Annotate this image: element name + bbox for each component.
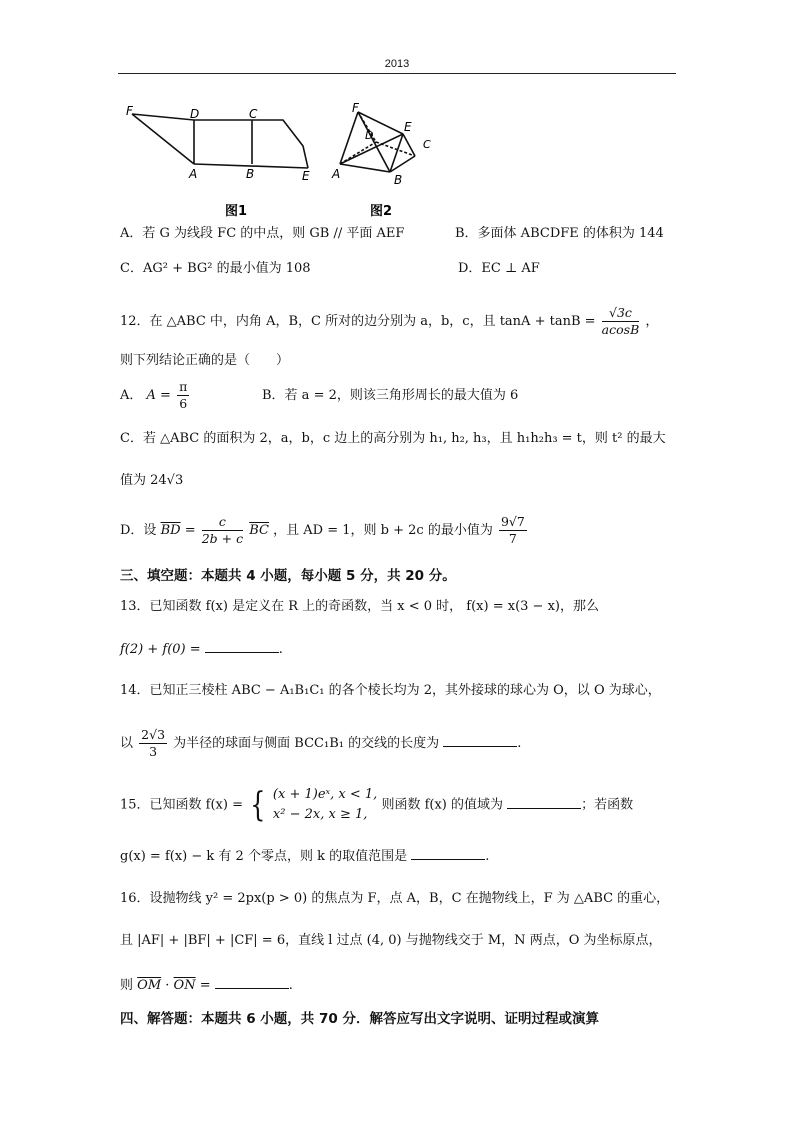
- q12-option-a-den: 6: [179, 396, 188, 411]
- q12-option-d-prefix: D．设: [120, 523, 157, 538]
- q15-case-1: (x + 1)eˣ, x < 1,: [272, 787, 378, 802]
- fig2-label-a: A: [332, 167, 341, 181]
- q13-line2: [120, 640, 283, 659]
- q15-range-blank[interactable]: [507, 796, 581, 809]
- q16-answer-blank[interactable]: [215, 976, 289, 989]
- q12-option-d-den: 2b + c: [201, 531, 244, 546]
- q15-pre: 15．已知函数 f(x) =: [120, 797, 243, 813]
- q12-option-a-expr: A =: [146, 388, 171, 403]
- figure-1: [132, 114, 308, 168]
- q12-stem-fraction: [602, 305, 640, 338]
- fig2-label-e: E: [404, 120, 412, 134]
- q11-option-c: C．AG² + BG² 的最小值为 108: [120, 261, 311, 276]
- q15-post: 则函数 f(x) 的值域为: [381, 797, 503, 813]
- fig1-label-a: A: [189, 167, 198, 181]
- q16-line1: 16．设抛物线 y² = 2px(p > 0) 的焦点为 F，点 A，B，C 在抛物线上，F 为 △ABC 的重心，: [120, 891, 670, 906]
- q14-radius-fraction: [139, 727, 167, 760]
- fig1-label-e: E: [302, 169, 310, 183]
- q16-eq: =: [199, 978, 211, 993]
- q12-frac-num: √3c: [602, 305, 640, 322]
- q12-option-d-vector-bd: $\overline{BD}$: [160, 523, 181, 538]
- q12-stem-text: 12．在 △ABC 中，内角 A，B，C 所对的边分别为 a，b，c，且 tanA + tanB =: [120, 314, 596, 329]
- q16-vector-om: $\overline{OM}$: [137, 978, 162, 993]
- q15-line2: [120, 847, 489, 866]
- q16-line3: [120, 976, 293, 995]
- fig1-caption: 图1: [225, 204, 248, 219]
- q12-option-d-mid: ，且 AD = 1，则 b + 2c 的最小值为: [273, 523, 493, 538]
- q13-answer-blank[interactable]: [205, 640, 279, 653]
- q12-frac-den: acosB: [601, 322, 640, 337]
- fig1-label-c: C: [249, 107, 258, 121]
- q12-stem2: 则下列结论正确的是（ ）: [120, 353, 290, 368]
- q12-option-d-vector-bc: $\overline{BC}$: [249, 523, 270, 538]
- q15-line1: [120, 785, 633, 825]
- q14-line1: 14．已知正三棱柱 ABC − A₁B₁C₁ 的各个棱长均为 2，其外接球的球心为 O，以 O 为球心，: [120, 683, 661, 698]
- q16-line3-pre: 则: [120, 978, 134, 993]
- q12-option-a-prefix: A．: [120, 388, 143, 403]
- fig1-edge-fa: [132, 114, 194, 164]
- q12-option-d-answer-den: 7: [508, 531, 517, 546]
- header-rule: [118, 73, 676, 74]
- q15-line2-text: g(x) = f(x) − k 有 2 个零点，则 k 的取值范围是: [120, 849, 408, 864]
- q12-option-d: D．设 $\overline{BD}$ = $\frac{c}{2b + c}$ $\overline{BC}$ ，且 AD = 1，则 b + 2c 的最小值为 $\frac{9√7}{7}$: [120, 514, 525, 546]
- q14-line2-post: 为半径的球面与侧面 BCC₁B₁ 的交线的长度为: [173, 736, 440, 751]
- q12-option-d-num: c: [202, 514, 243, 531]
- fig2-label-f: F: [352, 101, 359, 115]
- q13-line1: 13．已知函数 f(x) 是定义在 R 上的奇函数，当 x < 0 时， f(x) = x(3 − x)，那么: [120, 599, 599, 614]
- fig2-caption: 图2: [370, 204, 393, 219]
- q12-option-a-num: π: [179, 379, 188, 394]
- q12-option-d-fraction: [202, 514, 243, 547]
- fig2-label-d: D: [365, 129, 374, 142]
- q11-option-a: A．若 G 为线段 FC 的中点，则 GB // 平面 AEF: [120, 226, 405, 241]
- q11-option-b: B．多面体 ABCDFE 的体积为 144: [455, 226, 664, 241]
- q13-expression: f(2) + f(0) =: [120, 642, 201, 657]
- q14-frac-num: 2√3: [141, 727, 166, 742]
- q15-post2: ；若函数: [581, 797, 634, 813]
- fig1-label-b: B: [246, 167, 255, 181]
- page-header-year: 2013: [384, 58, 410, 70]
- q12-stem-end: ，: [645, 314, 659, 329]
- q13-line-end: .: [278, 642, 283, 657]
- fig2-label-b: B: [394, 173, 403, 187]
- fig2-label-c: C: [423, 138, 431, 151]
- q12-option-a: [120, 379, 191, 412]
- fig1-label-f: F: [126, 104, 133, 118]
- q15-cases: [273, 785, 377, 825]
- q14-answer-blank[interactable]: [443, 734, 517, 747]
- q15-brace: {: [250, 785, 266, 825]
- q11-option-d: D．EC ⊥ AF: [458, 261, 540, 276]
- q15-line2-end: .: [485, 849, 490, 864]
- section-4-heading: 四、解答题：本题共 6 小题，共 70 分．解答应写出文字说明、证明过程或演算: [120, 1011, 599, 1027]
- q16-vector-on: $\overline{ON}$: [173, 978, 196, 993]
- geometry-figures: [118, 98, 448, 224]
- q15-case-2: x² − 2x, x ≥ 1,: [272, 807, 368, 822]
- q14-line2-pre: 以: [120, 736, 134, 751]
- q16-line2: 且 |AF| + |BF| + |CF| = 6，直线 l 过点 (4, 0) 与抛物线交于 M，N 两点，O 为坐标原点，: [120, 933, 662, 948]
- q12-option-d-answer-num: 9√7: [500, 514, 525, 529]
- q12-option-c-line1: C．若 △ABC 的面积为 2，a，b，c 边上的高分别为 h₁, h₂, h₃，且 h₁h₂h₃ = t，则 t² 的最大: [120, 431, 666, 446]
- fig1-label-d: D: [190, 107, 200, 121]
- q14-line-end: .: [517, 736, 522, 751]
- section-3-heading: 三、填空题：本题共 4 小题，每小题 5 分，共 20 分。: [120, 568, 456, 584]
- q12-stem: [120, 305, 658, 338]
- q14-frac-den: 3: [149, 744, 158, 759]
- q16-line-end: .: [288, 978, 293, 993]
- q14-line2: [120, 727, 521, 760]
- q15-k-blank[interactable]: [411, 847, 485, 860]
- q12-option-d-answer-fraction: [499, 514, 527, 547]
- q12-option-b: B．若 a = 2，则该三角形周长的最大值为 6: [262, 388, 519, 403]
- q12-option-c-line2: 值为 24√3: [120, 473, 184, 488]
- q16-dot: ·: [165, 978, 170, 993]
- fig1-top-edge: [132, 114, 308, 168]
- q12-option-a-fraction: [177, 379, 189, 412]
